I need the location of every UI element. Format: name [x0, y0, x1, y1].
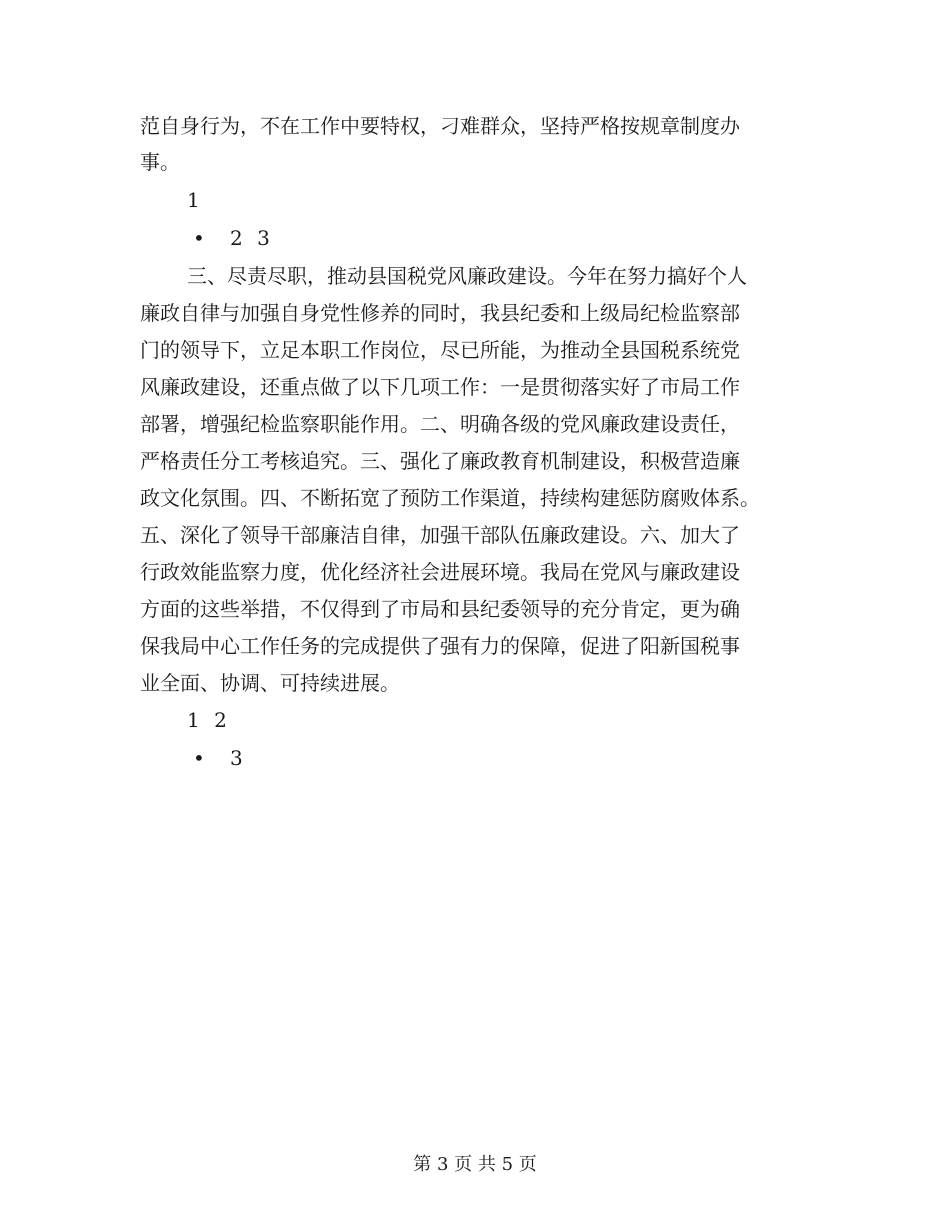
bullet-icon: • [193, 226, 205, 250]
paragraph-line: 政文化氛围。四、不断拓宽了预防工作渠道，持续构建惩防腐败体系。 [140, 486, 760, 510]
list-items: 2 3 [230, 226, 274, 250]
paragraph-line: 廉政自律与加强自身党性修养的同时，我县纪委和上级局纪检监察部 [140, 301, 740, 325]
text-line: 事。 [140, 150, 180, 174]
paragraph-line: 保我局中心工作任务的完成提供了强有力的保障，促进了阳新国税事 [140, 634, 740, 658]
text-line: 范自身行为，不在工作中要特权，刁难群众，坚持严格按规章制度办 [140, 114, 740, 138]
paragraph-line: 门的领导下，立足本职工作岗位，尽已所能，为推动全县国税系统党 [140, 338, 740, 362]
paragraph-line: 业全面、协调、可持续进展。 [140, 671, 400, 695]
list-number: 1 [187, 188, 204, 212]
paragraph-line: 三、尽责尽职，推动县国税党风廉政建设。今年在努力搞好个人 [187, 264, 747, 288]
list-number: 1 2 [187, 708, 231, 732]
list-items: 3 [230, 746, 247, 770]
paragraph-line: 部署，增强纪检监察职能作用。二、明确各级的党风廉政建设责任， [140, 412, 740, 436]
bullet-icon: • [193, 746, 205, 770]
paragraph-line: 行政效能监察力度，优化经济社会进展环境。我局在党风与廉政建设 [140, 560, 740, 584]
paragraph-line: 方面的这些举措，不仅得到了市局和县纪委领导的充分肯定，更为确 [140, 597, 740, 621]
paragraph-line: 风廉政建设，还重点做了以下几项工作：一是贯彻落实好了市局工作 [140, 375, 740, 399]
page-footer: 第 3 页 共 5 页 [413, 1154, 537, 1175]
paragraph-line: 严格责任分工考核追究。三、强化了廉政教育机制建设，积极营造廉 [140, 449, 740, 473]
paragraph-line: 五、深化了领导干部廉洁自律，加强干部队伍廉政建设。六、加大了 [140, 523, 740, 547]
